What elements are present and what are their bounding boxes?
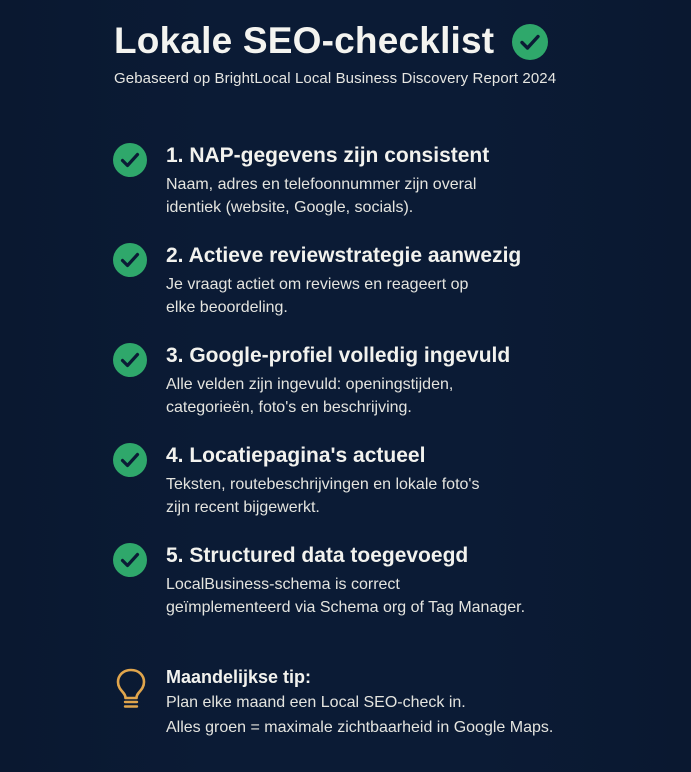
item-description-line: identiek (website, Google, socials).: [166, 199, 414, 216]
check-circle-icon: [112, 342, 148, 378]
item-description: [166, 473, 479, 519]
item-description: [166, 573, 525, 619]
checklist: [112, 142, 652, 642]
item-description-line: zijn recent bijgewerkt.: [166, 499, 320, 516]
item-description: [166, 273, 521, 319]
item-description-line: Alle velden zijn ingevuld: openingstijden,: [166, 376, 454, 393]
check-circle-icon: [112, 142, 148, 178]
tip-line: Alles groen = maximale zichtbaarheid in Google Maps.: [166, 719, 554, 736]
item-body: [166, 242, 521, 319]
page-title: Lokale SEO-checklist: [114, 20, 495, 61]
check-circle-icon: [112, 442, 148, 478]
item-body: [166, 342, 510, 419]
item-description: [166, 173, 489, 219]
item-description-line: LocalBusiness-schema is correct: [166, 576, 400, 593]
item-body: [166, 142, 489, 219]
item-title: 2. Actieve reviewstrategie aanwezig: [166, 244, 522, 267]
item-description-line: geïmplementeerd via Schema org of Tag Manager.: [166, 599, 526, 616]
item-body: [166, 442, 479, 519]
check-circle-icon: [112, 242, 148, 278]
item-description-line: Je vraagt actiet om reviews en reageert op: [166, 276, 469, 293]
tip-line: Plan elke maand een Local SEO-check in.: [166, 694, 466, 711]
item-description-line: Naam, adres en telefoonnummer zijn overal: [166, 176, 477, 193]
checklist-item: [112, 342, 652, 442]
item-title: 4. Locatiepagina's actueel: [166, 444, 426, 467]
tip-body: [166, 665, 553, 739]
check-circle-icon: [512, 24, 548, 60]
item-title: 1. NAP-gegevens zijn consistent: [166, 144, 490, 167]
item-description-line: elke beoordeling.: [166, 299, 288, 316]
item-description-line: categorieën, foto's en beschrijving.: [166, 399, 412, 416]
lightbulb-icon: [114, 667, 148, 711]
item-body: [166, 542, 525, 619]
item-title: 3. Google-profiel volledig ingevuld: [166, 344, 511, 367]
title-row: [114, 18, 556, 64]
header: [114, 18, 556, 87]
tip-title: Maandelijkse tip:: [166, 667, 312, 687]
checklist-item: [112, 442, 652, 542]
page-subtitle: Gebaseerd op BrightLocal Local Business Discovery Report 2024: [114, 70, 557, 87]
item-description-line: Teksten, routebeschrijvingen en lokale foto's: [166, 476, 480, 493]
checklist-item: [112, 542, 652, 642]
check-circle-icon: [112, 542, 148, 578]
item-description: [166, 373, 510, 419]
item-title: 5. Structured data toegevoegd: [166, 544, 469, 567]
checklist-item: [112, 242, 652, 342]
checklist-item: [112, 142, 652, 242]
